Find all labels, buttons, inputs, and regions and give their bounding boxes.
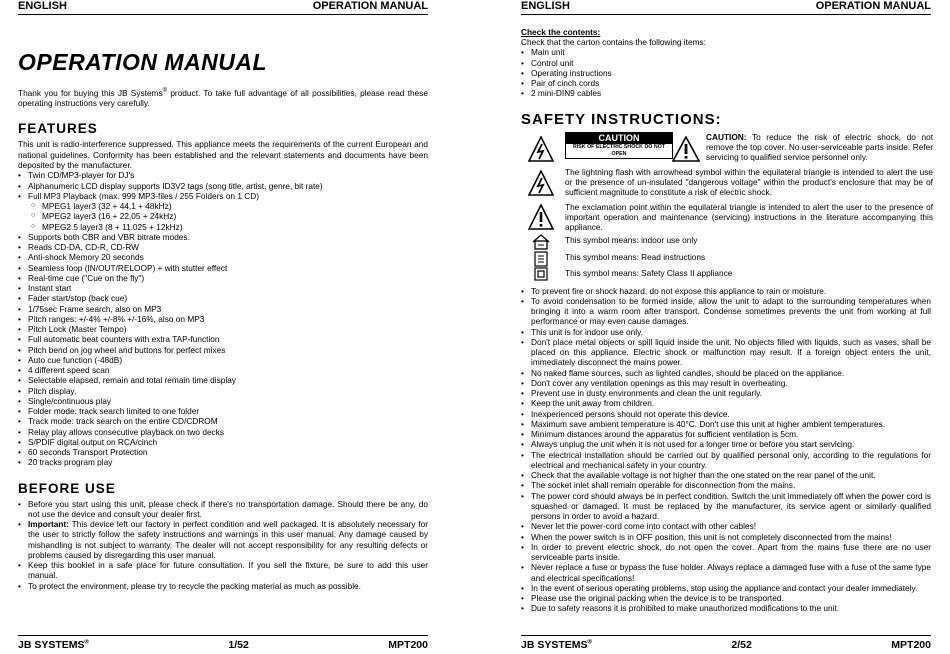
list-item: • Control unit [521,58,931,68]
list-item: • Prevent use in dusty environments and clean the unit regularly. [521,388,931,398]
list-item: • The socket inlet shall remain operable for disconnection from the mains. [521,480,931,490]
left-footer [18,635,428,651]
before-use-heading: BEFORE USE [18,480,116,496]
list-item: • Pair of cinch cords [521,78,931,88]
list-item: • Folder mode: track search limited to one folder [18,406,428,416]
header-language: ENGLISH [521,0,570,12]
caution-text-body: To reduce the risk of electric shock, do not remove the top cover. No user-serviceable parts inside. Refer servicing to qualified service personnel only. [706,131,933,163]
book-icon [521,251,561,267]
list-item: • Always unplug the unit when it is not used for a longer time or before you start servicing. [521,439,931,449]
list-item: • Fader start/stop (back cue) [18,293,428,303]
list-item: ○ MPEG1 layer3 (32 + 44,1 + 48kHz) [18,201,428,211]
check-contents-intro: Check that the carton contains the following items: [521,37,706,47]
left-page [18,0,428,654]
before-use-list [18,499,428,591]
list-item: • Never replace a fuse or bypass the fuse holder. Always replace a damaged fuse with a fuse of the same type and electrical specifications! [521,562,931,583]
list-item: • Seamless loop (IN/OUT/RELOOP) + with stutter effect [18,263,428,273]
footer-reg-mark: ® [587,639,592,646]
caution-label-box [565,132,673,159]
list-item: • Don't cover any ventilation openings as this may result in overheating. [521,378,931,388]
caution-text-label: CAUTION: [706,131,747,142]
features-list-b [18,232,428,468]
exclamation-text: The exclamation point within the equilateral triangle is intended to alert the user to the presence of important operation and maintenance (servicing) instructions in the literature accompanying this appliance. [565,201,933,233]
features-intro: This unit is radio-interference suppressed. This appliance meets the requirements of the current European and national guidelines. Conformity has been established and the relevant statements and documents have been deposited by the manufacturer. [18,139,428,170]
features-sublist [18,201,428,232]
right-header [521,0,931,15]
right-content [521,27,931,614]
header-doc-title: OPERATION MANUAL [815,0,931,12]
list-item: • The power cord should always be in perfect condition. Switch the unit immediately off when the power cord is squashed or damaged. It must be replaced by the manufacturer, its service agent or similarly qualified persons in order to avoid a hazard. [521,491,931,522]
list-item: • Alphanumeric LCD display supports ID3V2 tags (song title, artist, genre, bit rate) [18,181,428,191]
right-footer [521,635,931,651]
list-item: • In order to prevent electric shock, do not open the cover. Apart from the mains fuse there are no user serviceable parts inside. [521,542,931,563]
intro-paragraph [18,86,428,108]
features-list-a [18,170,428,201]
list-item: • This unit is for indoor use only. [521,327,931,337]
list-item: • Pitch display. [18,386,428,396]
list-item: • Relay play allows consecutive playback on two decks [18,427,428,437]
list-item: • Pitch bend on jog wheel and buttons for perfect mixes [18,345,428,355]
list-item: • 20 tracks program play [18,457,428,467]
list-item: • Full MP3 Playback (max. 999 MP3-files / 255 Folders on 1 CD) [18,191,428,201]
check-contents-list [521,47,931,98]
list-item: • Instant start [18,283,428,293]
footer-brand-text: JB SYSTEMS [521,639,588,651]
left-content [18,26,428,591]
list-item: • When the power switch is in OFF position, this unit is not completely disconnected from the mains! [521,532,931,542]
list-item: • To prevent fire or shock hazard, do not expose this appliance to rain or moisture. [521,286,931,296]
intro-reg-mark: ® [162,88,168,94]
list-item: • Maximum save ambient temperature is 40°C. Don't use this unit at higher ambient temperatures. [521,419,931,429]
list-item [18,519,428,560]
list-item: • 60 seconds Transport Protection [18,447,428,457]
exclamation-triangle-icon [666,136,706,162]
list-item: • 2 mini-DIN9 cables [521,88,931,98]
intro-text-a: Thank you for buying this JB Systems [18,87,163,98]
important-label: Important: [28,519,70,529]
list-item: • Full automatic beat counters with extra TAP-function [18,334,428,344]
right-page [521,0,931,654]
important-text: This device left our factory in perfect condition and well packaged. It is absolutely necessary for the user to strictly follow the safety instructions and warnings in this user manual. Any damage caused by mishandling is not subject to warranty. The dealer will not accept responsibility for any resulting defects or problems caused by disregarding this user manual. [28,519,428,560]
footer-model: MPT200 [891,639,931,651]
list-item: • Selectable elapsed, remain and total remain time display [18,375,428,385]
list-item: • Check that the available voltage is not higher than the one stated on the rear panel of the unit. [521,470,931,480]
list-item: ○ MPEG2 layer3 (16 + 22,05 + 24kHz) [18,211,428,221]
header-language: ENGLISH [18,0,67,12]
list-item: • To avoid condensation to be formed inside, allow the unit to adapt to the surrounding temperatures when bringing it into a warm room after transport. Condense sometimes prevents the unit from working at full performance or may even cause damages. [521,296,931,327]
footer-page-number: 2/52 [731,639,752,651]
lightning-triangle-icon [521,170,561,196]
lightning-triangle-icon [521,136,561,162]
exclamation-triangle-icon [521,204,561,230]
indoor-house-icon [521,234,561,250]
indoor-symbol-text: This symbol means: indoor use only [565,234,698,245]
list-item: • Inexperienced persons should not operate this device. [521,409,931,419]
list-item: • 1/75sec Frame search, also on MP3 [18,304,428,314]
list-item: • Keep the unit away from children. [521,398,931,408]
caution-label: CAUTION [565,132,673,144]
list-item: ○ MPEG2.5 layer3 (8 + 11.025 + 12kHz) [18,222,428,232]
left-header [18,0,428,15]
list-item: • Minimum distances around the apparatus for sufficient ventilation is 5cm. [521,429,931,439]
list-item: • No naked flame sources, such as lighted candles, should be placed on the appliance. [521,368,931,378]
list-item: • Main unit [521,47,931,57]
list-item: • Twin CD/MP3-player for DJ's [18,170,428,180]
list-item: • Track mode: track search on the entire CD/CDROM [18,416,428,426]
safety-rules-list [521,286,931,614]
list-item: • In the event of serious operating problems, stop using the appliance and contact your dealer immediately. [521,583,931,593]
footer-page-number: 1/52 [228,639,249,651]
lightning-text: The lightning flash with arrowhead symbol within the equilateral triangle is intended to alert the use or the presence of un-insulated "dangerous voltage" within the product's enclosure that may be of sufficient magnitude to constitute a risk of electric shock. [565,166,933,198]
list-item: • To protect the environment, please try to recycle the packing material as much as possible. [18,581,428,591]
check-contents-heading: Check the contents: [521,27,601,37]
list-item: • Reads CD-DA, CD-R, CD-RW [18,242,428,252]
list-item: • Before you start using this unit, please check if there's no transportation damage. Should there be any, do not use the device and consult your dealer first. [18,499,428,520]
footer-reg-mark: ® [84,639,89,646]
list-item: • The electrical installation should be carried out by qualified personal only, according to the regulations for electrical and mechanical safety in your country. [521,450,931,471]
class-ii-icon [521,267,561,281]
safety-heading: SAFETY INSTRUCTIONS: [521,110,722,128]
intro-text-b: product. To take full advantage of all possibilities, please read these operating instructions very carefully. [18,87,428,109]
safety-symbols-block [521,132,931,278]
list-item: • Keep this booklet in a safe place for future consultation. If you sell the fixture, be sure to add this user manual. [18,560,428,581]
caution-sublabel: RISK OF ELECTRIC SHOCK DO NOT OPEN [565,144,673,159]
caution-text [706,132,933,163]
list-item: • Single/continuous play [18,396,428,406]
footer-model: MPT200 [388,639,428,651]
list-item: • Pitch ranges: +/-4% +/-8% +/-16%, also on MP3 [18,314,428,324]
list-item: • Real-time cue ("Cue on the fly") [18,273,428,283]
features-heading: FEATURES [18,121,98,137]
footer-brand [18,639,89,651]
list-item: • Anti-shock Memory 20 seconds [18,252,428,262]
list-item: • 4 different speed scan [18,365,428,375]
header-doc-title: OPERATION MANUAL [312,0,428,12]
read-symbol-text: This symbol means: Read instructions [565,251,706,262]
list-item: • Operating instructions [521,68,931,78]
footer-brand [521,639,592,651]
list-item: • Supports both CBR and VBR bitrate modes. [18,232,428,242]
footer-brand-text: JB SYSTEMS [18,639,85,651]
class-ii-symbol-text: This symbol means: Safety Class II appliance [565,267,733,278]
list-item: • S/PDIF digital output on RCA/cinch [18,437,428,447]
list-item: • Due to safety reasons it is prohibited to make unauthorized modifications to the unit. [521,603,931,613]
list-item: • Pitch Lock (Master Tempo) [18,324,428,334]
list-item: • Please use the original packing when the device is to be transported. [521,593,931,603]
list-item: • Never let the power-cord come into contact with other cables! [521,521,931,531]
list-item: • Auto cue function (-48dB) [18,355,428,365]
list-item: • Don't place metal objects or spill liquid inside the unit. No objects filled with liquids, such as vases, shall be placed on this appliance. Electric shock or malfunction may result. If a foreign object enters the unit, immediately disconnect the mains power. [521,337,931,368]
page-title: OPERATION MANUAL [18,49,268,75]
